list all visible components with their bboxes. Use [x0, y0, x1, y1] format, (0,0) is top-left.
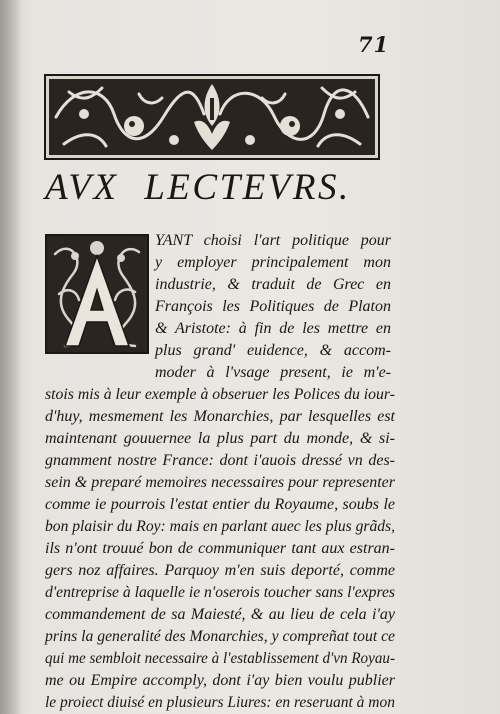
text-line: prins la generalité des Monarchies, y compreñat tout ce [45, 628, 395, 645]
text-line: industrie, & traduit de Grec en [155, 276, 391, 293]
text-line: d'entreprise à laquelle ie n'oserois toucher sans l'expres [45, 584, 395, 601]
text-line: maintenant gouuernee la plus part du monde, & si- [45, 430, 395, 447]
text-line: gnamment nostre France: dont i'auois dressé vn des- [45, 452, 395, 469]
text-line: y employer principalement mon [155, 254, 391, 271]
text-line: ils n'ont trouué bon de communiquer tant aux estran- [45, 540, 395, 557]
text-line: stois mis à leur exemple à obseruer les Polices du iour- [45, 386, 395, 403]
text-line: commandement de sa Maiesté, & au lieu de cela i'ay [45, 606, 395, 623]
page-title: AVX LECTEVRS. [45, 167, 351, 208]
text-line: François les Politiques de Platon [155, 298, 391, 315]
text-line: YANT choisi l'art politique pour [155, 232, 391, 249]
text-line: sein & preparé memoires necessaires pour representer [45, 474, 395, 491]
page-number: 71 [358, 32, 390, 57]
text-line: le proiect diuisé en plusieurs Liures: en reseruant à mon [45, 694, 395, 711]
text-line: comme ie pourrois l'estat entier du Royaume, soubs le [45, 496, 395, 513]
text-line: plus grand' euidence, & accom- [155, 342, 391, 359]
text-line: d'huy, mesmement les Monarchies, par lesquelles est [45, 408, 395, 425]
text-line: moder à l'vsage present, ie m'e- [155, 364, 391, 381]
text-line: gers noz affaires. Parquoy m'en suis deporté, comme [45, 562, 395, 579]
text-line: & Aristote: à fin de les mettre en [155, 320, 391, 337]
text-line: qui me sembloit necessaire à l'establissement d'vn Royau- [45, 650, 395, 667]
text-line: me ou Empire accomply, dont i'ay bien voulu publier [45, 672, 395, 689]
text-line: bon plaisir du Roy: mais en parlant auec les plus grãds, [45, 518, 395, 535]
